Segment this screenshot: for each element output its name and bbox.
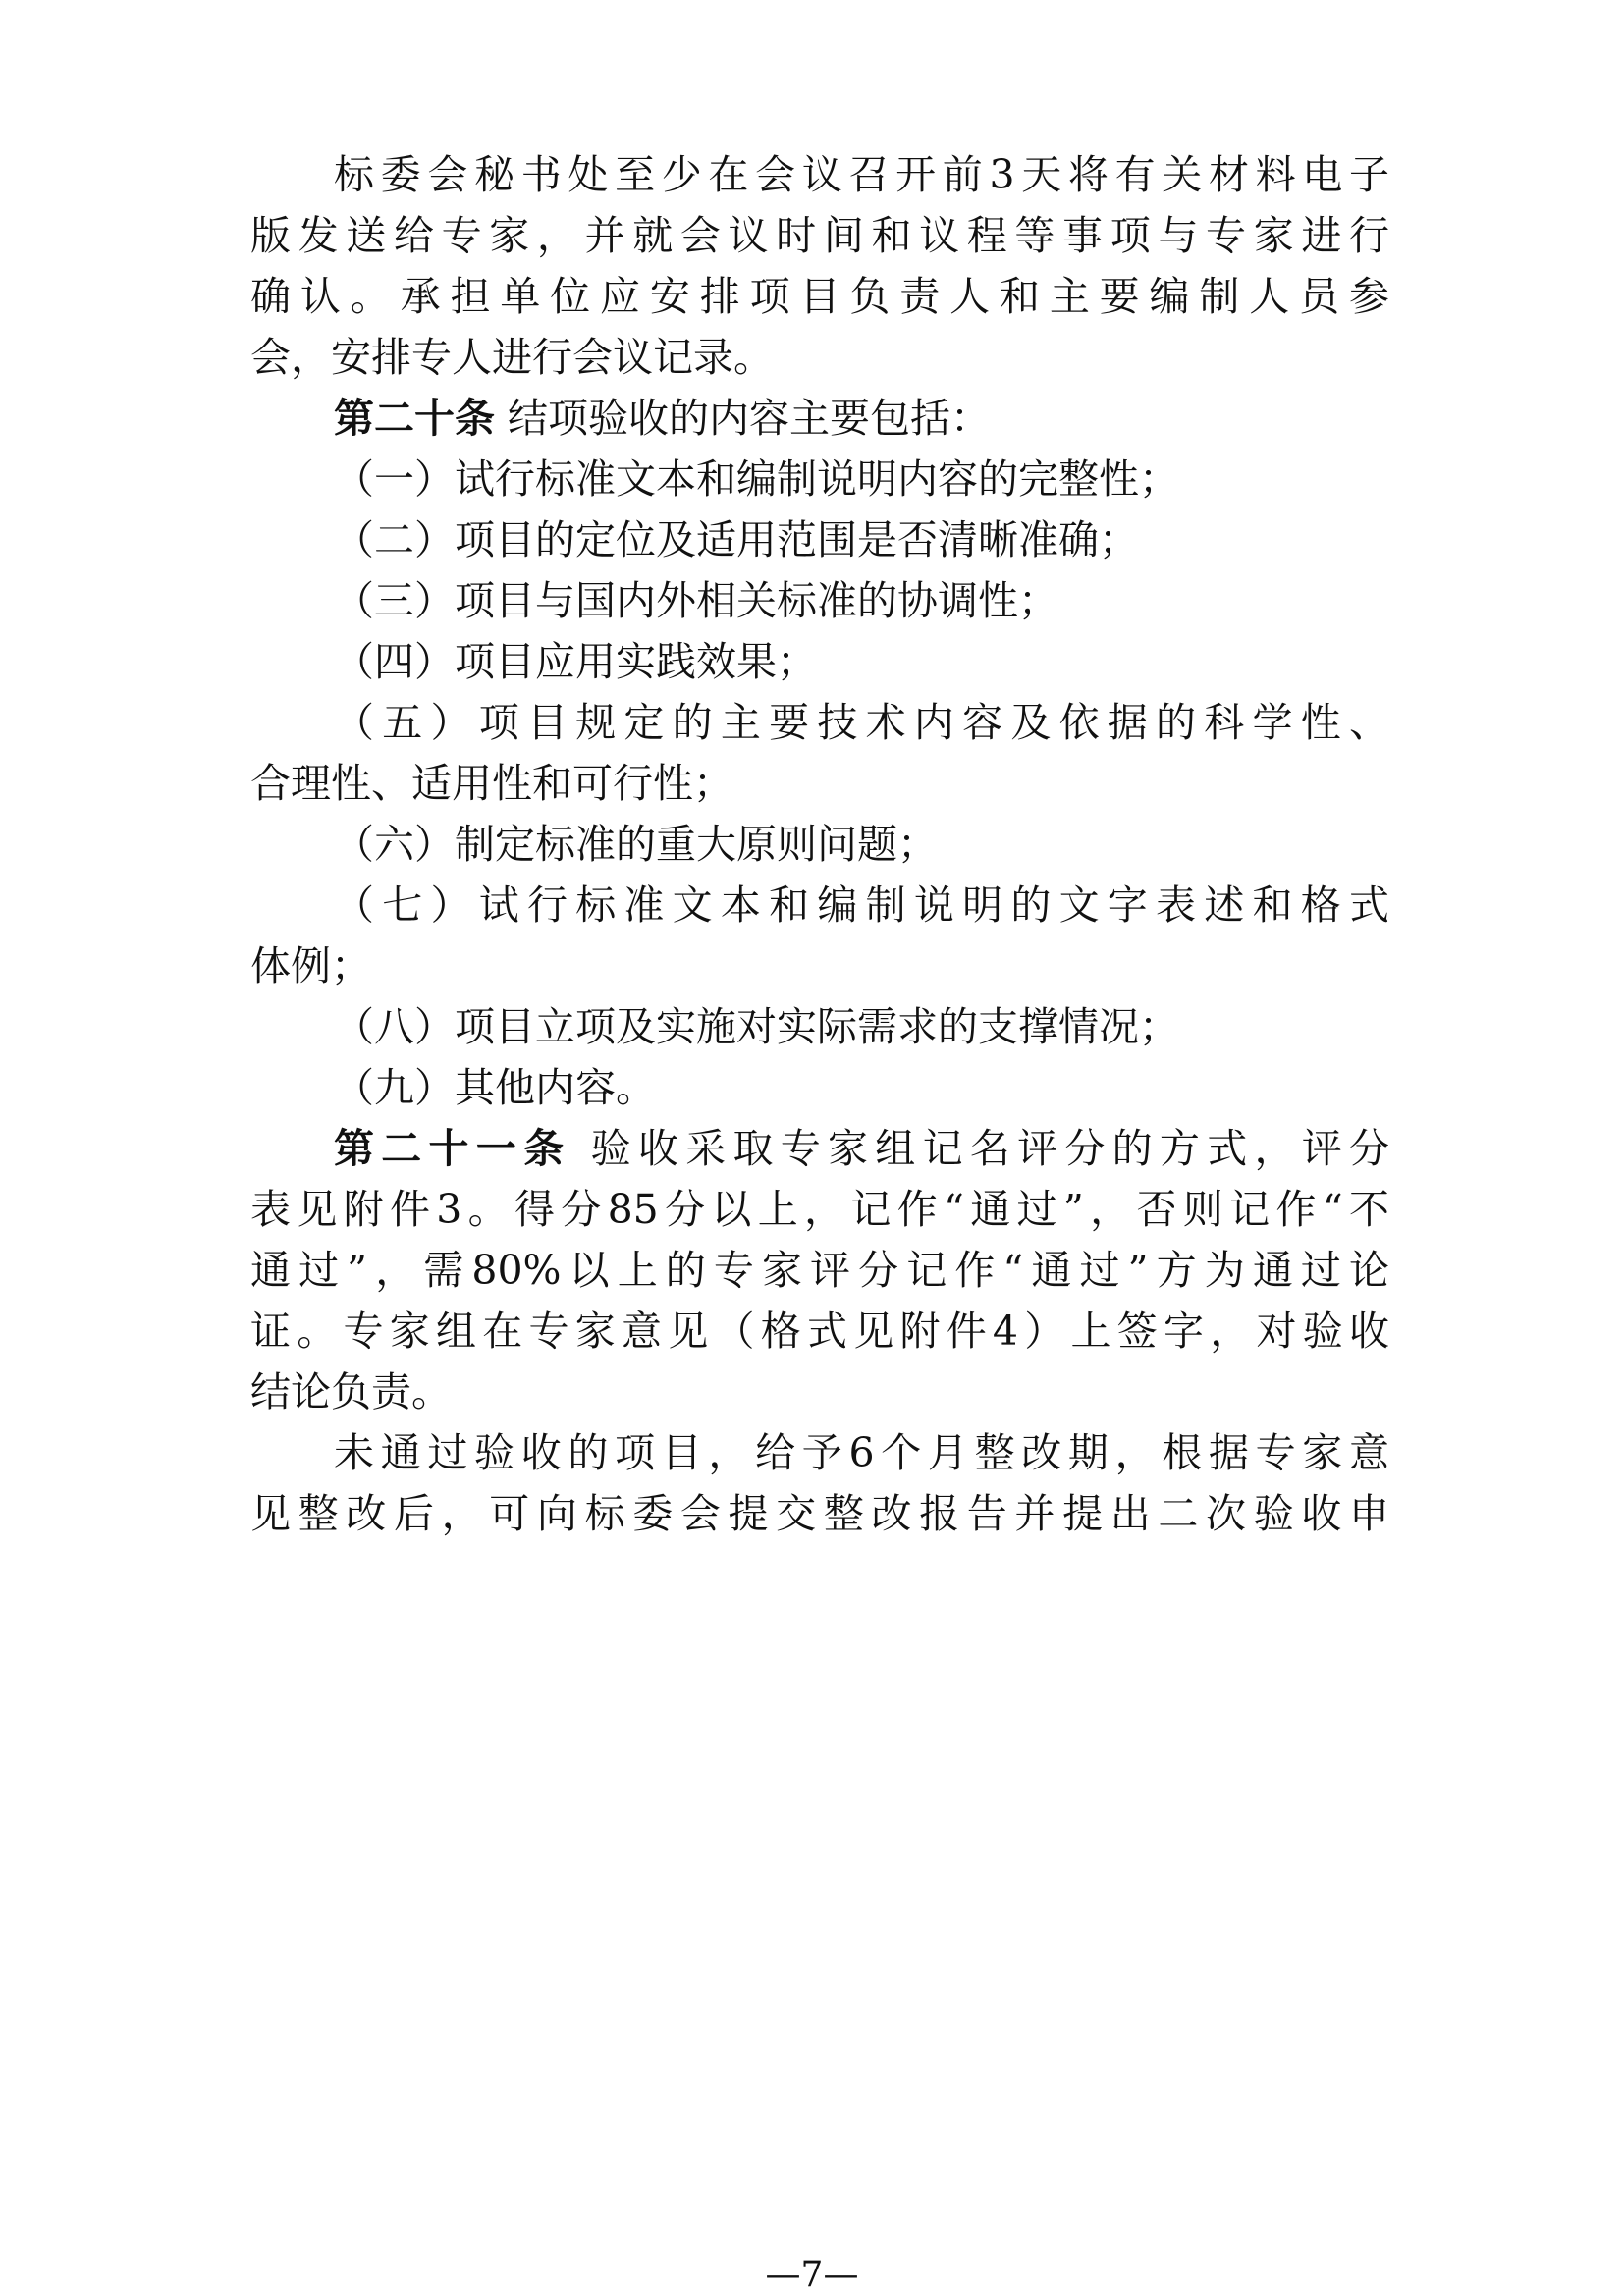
- list-item: （六）制定标准的重大原则问题；: [334, 821, 938, 868]
- body-line: 标委会秘书处至少在会议召开前3天将有关材料电子: [334, 151, 1389, 198]
- list-item: （八）项目立项及实施对实际需求的支撑情况；: [334, 1003, 1179, 1050]
- list-item-continued: 体例；: [250, 942, 371, 989]
- body-line: 结论负责。: [250, 1368, 452, 1415]
- body-line: 通过”，需80%以上的专家评分记作“通过”方为通过论: [250, 1247, 1389, 1294]
- list-item: （七）试行标准文本和编制说明的文字表述和格式: [334, 881, 1389, 929]
- body-line: 会，安排专人进行会议记录。: [250, 334, 774, 381]
- body-line: 确认。承担单位应安排项目负责人和主要编制人员参: [250, 273, 1389, 320]
- list-item: （四）项目应用实践效果；: [334, 638, 817, 685]
- article-heading: 第二十一条: [334, 1125, 571, 1172]
- body-line: 证。专家组在专家意见（格式见附件4）上签字，对验收: [250, 1308, 1389, 1355]
- article-text: 结项验收的内容主要包括：: [508, 395, 992, 442]
- body-line: 版发送给专家，并就会议时间和议程等事项与专家进行: [250, 212, 1389, 259]
- list-item: （九）其他内容。: [334, 1064, 656, 1111]
- list-item: （一）试行标准文本和编制说明内容的完整性；: [334, 455, 1179, 503]
- page-number: —7—: [765, 2255, 859, 2295]
- list-item: （三）项目与国内外相关标准的协调性；: [334, 577, 1058, 624]
- article-text: 验收采取专家组记名评分的方式，评分: [590, 1125, 1389, 1172]
- body-line: 表见附件3。得分85分以上，记作“通过”，否则记作“不: [250, 1186, 1389, 1233]
- list-item: （五）项目规定的主要技术内容及依据的科学性、: [334, 699, 1389, 746]
- article-20-line: [334, 389, 1389, 448]
- list-item: （二）项目的定位及适用范围是否清晰准确；: [334, 516, 1139, 563]
- article-heading: 第二十条: [334, 395, 495, 442]
- body-line: 未通过验收的项目，给予6个月整改期，根据专家意: [334, 1429, 1389, 1476]
- body-line: 见整改后，可向标委会提交整改报告并提出二次验收申: [250, 1490, 1389, 1537]
- list-item-continued: 合理性、适用性和可行性；: [250, 760, 733, 807]
- article-21-line: [334, 1119, 1389, 1178]
